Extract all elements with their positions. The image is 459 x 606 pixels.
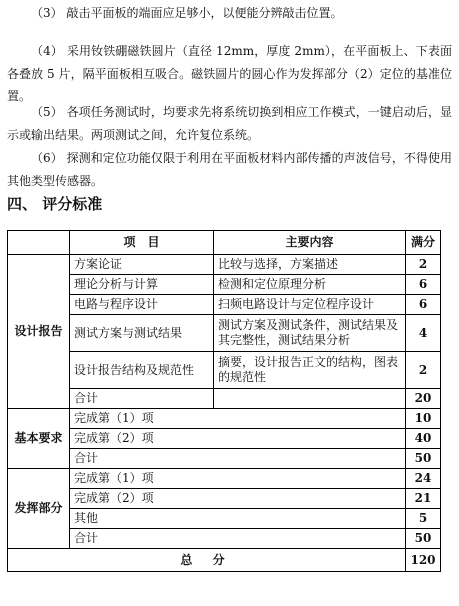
table-row [8,255,441,275]
row-item: 合计 [70,389,214,409]
row-points: 10 [406,409,441,429]
row-content: 摘要，设计报告正文的结构，图表的规范性 [214,352,406,389]
table-row [8,352,441,389]
table-row [8,389,441,409]
row-item: 理论分析与计算 [70,275,214,295]
row-item: 设计报告结构及规范性 [70,352,214,389]
table-row [8,409,441,429]
row-points: 4 [406,315,441,352]
paragraph-3: （3） 敲击平面板的端面应足够小，以便能分辨敲击位置。 [31,6,343,20]
row-item: 其他 [70,509,406,529]
row-item: 合计 [70,449,406,469]
row-points: 5 [406,509,441,529]
group-basic-requirements: 基本要求 [8,409,70,469]
total-label: 总 分 [8,549,406,572]
group-design-report: 设计报告 [8,255,70,409]
header-content: 主要内容 [214,231,406,255]
row-points: 50 [406,529,441,549]
table-row [8,295,441,315]
row-item: 完成第（2）项 [70,429,406,449]
row-points: 6 [406,275,441,295]
row-points: 50 [406,449,441,469]
table-header-row [8,231,441,255]
row-points: 2 [406,255,441,275]
row-item: 测试方案与测试结果 [70,315,214,352]
header-item: 项 目 [70,231,214,255]
total-points: 120 [406,549,441,572]
row-item: 完成第（1）项 [70,469,406,489]
paragraph-6: （6） 探测和定位功能仅限于利用在平面板材料内部传播的声波信号，不得使用其他类型传感器。 [7,151,452,188]
row-content: 测试方案及测试条件，测试结果及其完整性，测试结果分析 [214,315,406,352]
table-total-row [8,549,441,572]
row-content [214,389,406,409]
table-row [8,449,441,469]
row-content: 扫频电路设计与定位程序设计 [214,295,406,315]
table-row [8,469,441,489]
row-points: 2 [406,352,441,389]
table-row [8,275,441,295]
scoring-table [7,230,441,572]
group-extended-part: 发挥部分 [8,469,70,549]
row-content: 比较与选择，方案描述 [214,255,406,275]
row-points: 21 [406,489,441,509]
header-points: 满分 [406,231,441,255]
paragraph-5: （5） 各项任务测试时，均要求先将系统切换到相应工作模式，一键启动后，显示或输出结果。两项测试之间，允许复位系统。 [7,105,452,142]
row-points: 20 [406,389,441,409]
table-row [8,509,441,529]
row-item: 完成第（2）项 [70,489,406,509]
header-group [8,231,70,255]
row-points: 6 [406,295,441,315]
row-item: 合计 [70,529,406,549]
section-heading: 四、 评分标准 [7,195,103,213]
row-points: 40 [406,429,441,449]
row-item: 电路与程序设计 [70,295,214,315]
paragraph-4: （4） 采用钕铁硼磁铁圆片（直径 12mm，厚度 2mm），在平面板上、下表面各叠放 5 片，隔平面板相互吸合。磁铁圆片的圆心作为发挥部分（2）定位的基准位置。 [7,44,452,103]
table-row [8,429,441,449]
table-row [8,489,441,509]
table-row [8,529,441,549]
row-item: 完成第（1）项 [70,409,406,429]
row-content: 检测和定位原理分析 [214,275,406,295]
table-row [8,315,441,352]
row-item: 方案论证 [70,255,214,275]
row-points: 24 [406,469,441,489]
